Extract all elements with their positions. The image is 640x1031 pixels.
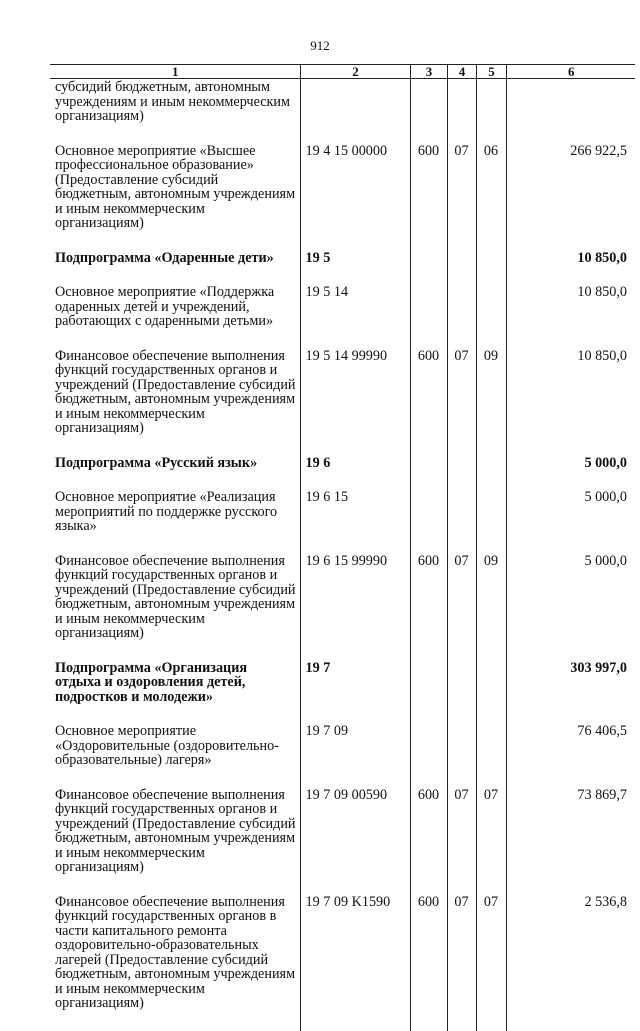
row-subsection-cell: 09 xyxy=(476,349,506,456)
row-expense-type-cell: 600 xyxy=(410,554,447,661)
table-row xyxy=(50,144,635,251)
row-subsection-cell xyxy=(476,79,506,144)
table-row xyxy=(50,456,635,491)
row-expense-type-cell xyxy=(410,490,447,554)
row-name-cell: Основное мероприятие «Оздоровительные (оздоровительно-образовательные) лагеря» xyxy=(55,723,279,768)
row-name-cell: Подпрограмма «Организация отдыха и оздоровления детей, подростков и молодежи» xyxy=(55,659,248,705)
row-expense-type-cell xyxy=(410,251,447,286)
row-name-cell: субсидий бюджетным, автономным учреждениям и иным некоммерческим организациям) xyxy=(55,79,290,124)
row-expense-type-cell xyxy=(410,724,447,788)
row-amount-cell: 10 850,0 xyxy=(506,285,635,349)
table-row xyxy=(50,661,635,725)
row-name-cell: Финансовое обеспечение выполнения функций государственных органов и учреждений (Предоставление субсидий бюджетным, автономным учреждениям и иным некоммерческим организациям) xyxy=(55,347,296,436)
row-subsection-cell: 07 xyxy=(476,788,506,895)
row-name-cell: Финансовое обеспечение выполнения функций государственных органов в части капитального ремонта оздоровительно-образовательных лагерей (Предоставление субсидий бюджетным, автономным учреждениям и иным некоммерческим организациям) xyxy=(55,893,296,1011)
column-header-3: 3 xyxy=(410,65,447,79)
row-section-cell xyxy=(447,724,476,788)
row-expense-type-cell xyxy=(410,456,447,491)
row-subsection-cell: 07 xyxy=(476,895,506,1031)
row-section-cell xyxy=(447,285,476,349)
row-subsection-cell xyxy=(476,490,506,554)
row-subsection-cell xyxy=(476,661,506,725)
row-name-cell: Подпрограмма «Одаренные дети» xyxy=(55,249,274,266)
row-amount-cell: 303 997,0 xyxy=(506,661,635,725)
row-amount-cell: 5 000,0 xyxy=(506,554,635,661)
row-expense-type-cell xyxy=(410,285,447,349)
table-row xyxy=(50,724,635,788)
row-section-cell xyxy=(447,79,476,144)
column-header-1: 1 xyxy=(50,65,300,79)
row-code-cell: 19 7 09 xyxy=(300,724,410,788)
column-header-5: 5 xyxy=(476,65,506,79)
row-subsection-cell xyxy=(476,285,506,349)
row-section-cell: 07 xyxy=(447,349,476,456)
column-header-2: 2 xyxy=(300,65,410,79)
row-expense-type-cell xyxy=(410,661,447,725)
row-code-cell: 19 5 xyxy=(300,251,410,286)
row-section-cell: 07 xyxy=(447,144,476,251)
row-section-cell xyxy=(447,661,476,725)
table-row xyxy=(50,490,635,554)
row-code-cell: 19 7 09 00590 xyxy=(300,788,410,895)
table-row xyxy=(50,554,635,661)
row-subsection-cell xyxy=(476,724,506,788)
table-body xyxy=(50,79,635,1031)
row-code-cell: 19 4 15 00000 xyxy=(300,144,410,251)
row-name-cell: Финансовое обеспечение выполнения функций государственных органов и учреждений (Предоставление субсидий бюджетным, автономным учреждениям и иным некоммерческим организациям) xyxy=(55,552,296,641)
row-subsection-cell xyxy=(476,456,506,491)
row-code-cell: 19 6 15 xyxy=(300,490,410,554)
row-section-cell: 07 xyxy=(447,788,476,895)
row-amount-cell: 10 850,0 xyxy=(506,349,635,456)
table-row xyxy=(50,788,635,895)
row-subsection-cell xyxy=(476,251,506,286)
row-expense-type-cell: 600 xyxy=(410,349,447,456)
table-row xyxy=(50,895,635,1031)
row-code-cell: 19 5 14 xyxy=(300,285,410,349)
row-amount-cell: 2 536,8 xyxy=(506,895,635,1031)
column-header-4: 4 xyxy=(447,65,476,79)
row-section-cell xyxy=(447,251,476,286)
budget-table xyxy=(50,64,635,1031)
row-amount-cell: 73 869,7 xyxy=(506,788,635,895)
row-section-cell: 07 xyxy=(447,895,476,1031)
row-amount-cell: 266 922,5 xyxy=(506,144,635,251)
row-code-cell: 19 7 09 K1590 xyxy=(300,895,410,1031)
row-name-cell: Финансовое обеспечение выполнения функций государственных органов и учреждений (Предоставление субсидий бюджетным, автономным учреждениям и иным некоммерческим организациям) xyxy=(55,786,296,875)
row-subsection-cell: 09 xyxy=(476,554,506,661)
row-code-cell xyxy=(300,79,410,144)
column-header-6: 6 xyxy=(506,65,635,79)
row-expense-type-cell: 600 xyxy=(410,788,447,895)
row-amount-cell: 5 000,0 xyxy=(506,490,635,554)
row-section-cell: 07 xyxy=(447,554,476,661)
row-name-cell: Основное мероприятие «Поддержка одаренных детей и учреждений, работающих с одаренными детьми» xyxy=(55,284,275,329)
row-code-cell: 19 6 xyxy=(300,456,410,491)
table-row xyxy=(50,79,635,144)
row-name-cell: Подпрограмма «Русский язык» xyxy=(55,454,258,471)
row-code-cell: 19 5 14 99990 xyxy=(300,349,410,456)
row-amount-cell: 76 406,5 xyxy=(506,724,635,788)
page-number: 912 xyxy=(310,38,330,53)
table-header-row xyxy=(50,65,635,79)
row-code-cell: 19 6 15 99990 xyxy=(300,554,410,661)
row-amount-cell: 10 850,0 xyxy=(506,251,635,286)
row-expense-type-cell: 600 xyxy=(410,895,447,1031)
row-section-cell xyxy=(447,490,476,554)
row-subsection-cell: 06 xyxy=(476,144,506,251)
row-code-cell: 19 7 xyxy=(300,661,410,725)
table-row xyxy=(50,285,635,349)
table-row xyxy=(50,251,635,286)
row-name-cell: Основное мероприятие «Реализация мероприятий по поддержке русского языка» xyxy=(55,489,278,534)
row-amount-cell: 5 000,0 xyxy=(506,456,635,491)
row-expense-type-cell: 600 xyxy=(410,144,447,251)
row-amount-cell xyxy=(506,79,635,144)
row-expense-type-cell xyxy=(410,79,447,144)
row-name-cell: Основное мероприятие «Высшее профессиональное образование» (Предоставление субсидий бюджетным, автономным учреждениям и иным некоммерческим организациям) xyxy=(55,142,296,231)
table-row xyxy=(50,349,635,456)
row-section-cell xyxy=(447,456,476,491)
